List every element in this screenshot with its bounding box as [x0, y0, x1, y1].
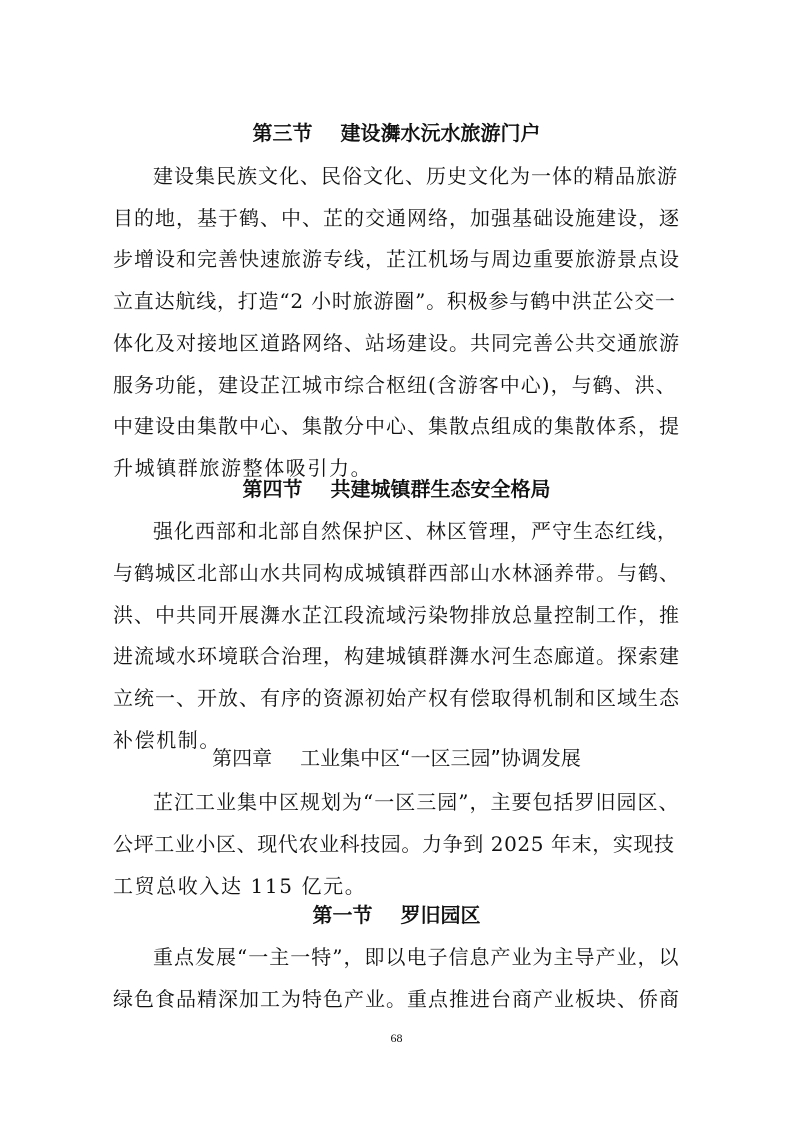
paragraph-line: 强化西部和北部自然保护区、林区管理，严守生态红线， [153, 519, 678, 543]
section-title: 共建城镇群生态安全格局 [330, 477, 551, 501]
paragraph-line: 服务功能，建设芷江城市综合枢纽(含游客中心)，与鹤、洪、 [113, 373, 677, 397]
paragraph-line: 升城镇群旅游整体吸引力。 [113, 456, 373, 480]
paragraph-line: 工贸总收入达 115 亿元。 [113, 874, 367, 898]
section-number: 第四节 [242, 477, 303, 501]
paragraph-line: 体化及对接地区道路网络、站场建设。共同完善公共交通旅游 [113, 331, 680, 355]
chapter-title: 工业集中区“一区三园”协调发展 [300, 746, 581, 770]
section-number: 第三节 [252, 121, 313, 145]
paragraph-line: 芷江工业集中区规划为“一区三园”，主要包括罗旧园区、 [153, 790, 680, 814]
section-heading [0, 120, 793, 146]
paragraph-line: 建设集民族文化、民俗文化、历史文化为一体的精品旅游 [153, 164, 678, 188]
paragraph-line: 补偿机制。 [113, 728, 221, 752]
paragraph-line: 步增设和完善快速旅游专线，芷江机场与周边重要旅游景点设 [113, 247, 680, 271]
section-heading [0, 476, 793, 502]
paragraph-line: 目的地，基于鹤、中、芷的交通网络，加强基础设施建设，逐 [113, 206, 680, 230]
section-heading [0, 902, 793, 928]
section-title: 罗旧园区 [400, 903, 481, 927]
chapter-number: 第四章 [212, 746, 273, 770]
paragraph-line: 进流域水环境联合治理，构建城镇群㵲水河生态廊道。探索建 [113, 644, 680, 668]
section-title: 建设㵲水沅水旅游门户 [340, 121, 541, 145]
paragraph-line: 洪、中共同开展㵲水芷江段流域污染物排放总量控制工作，推 [113, 603, 680, 627]
paragraph-line: 立统一、开放、有序的资源初始产权有偿取得机制和区域生态 [113, 686, 680, 710]
paragraph-line: 立直达航线，打造“2 小时旅游圈”。积极参与鹤中洪芷公交一 [113, 289, 676, 313]
page-number: 68 [390, 1031, 403, 1045]
chapter-heading [0, 745, 793, 771]
paragraph-line: 与鹤城区北部山水共同构成城镇群西部山水林涵养带。与鹤、 [113, 561, 680, 585]
paragraph-line: 公坪工业小区、现代农业科技园。力争到 2025 年末，实现技 [113, 832, 675, 856]
paragraph-line: 绿色食品精深加工为特色产业。重点推进台商产业板块、侨商 [113, 987, 680, 1011]
section-number: 第一节 [312, 903, 373, 927]
paragraph-line: 中建设由集散中心、集散分中心、集散点组成的集散体系，提 [113, 414, 680, 438]
paragraph-line: 重点发展“一主一特”，即以电子信息产业为主导产业，以 [153, 945, 680, 969]
